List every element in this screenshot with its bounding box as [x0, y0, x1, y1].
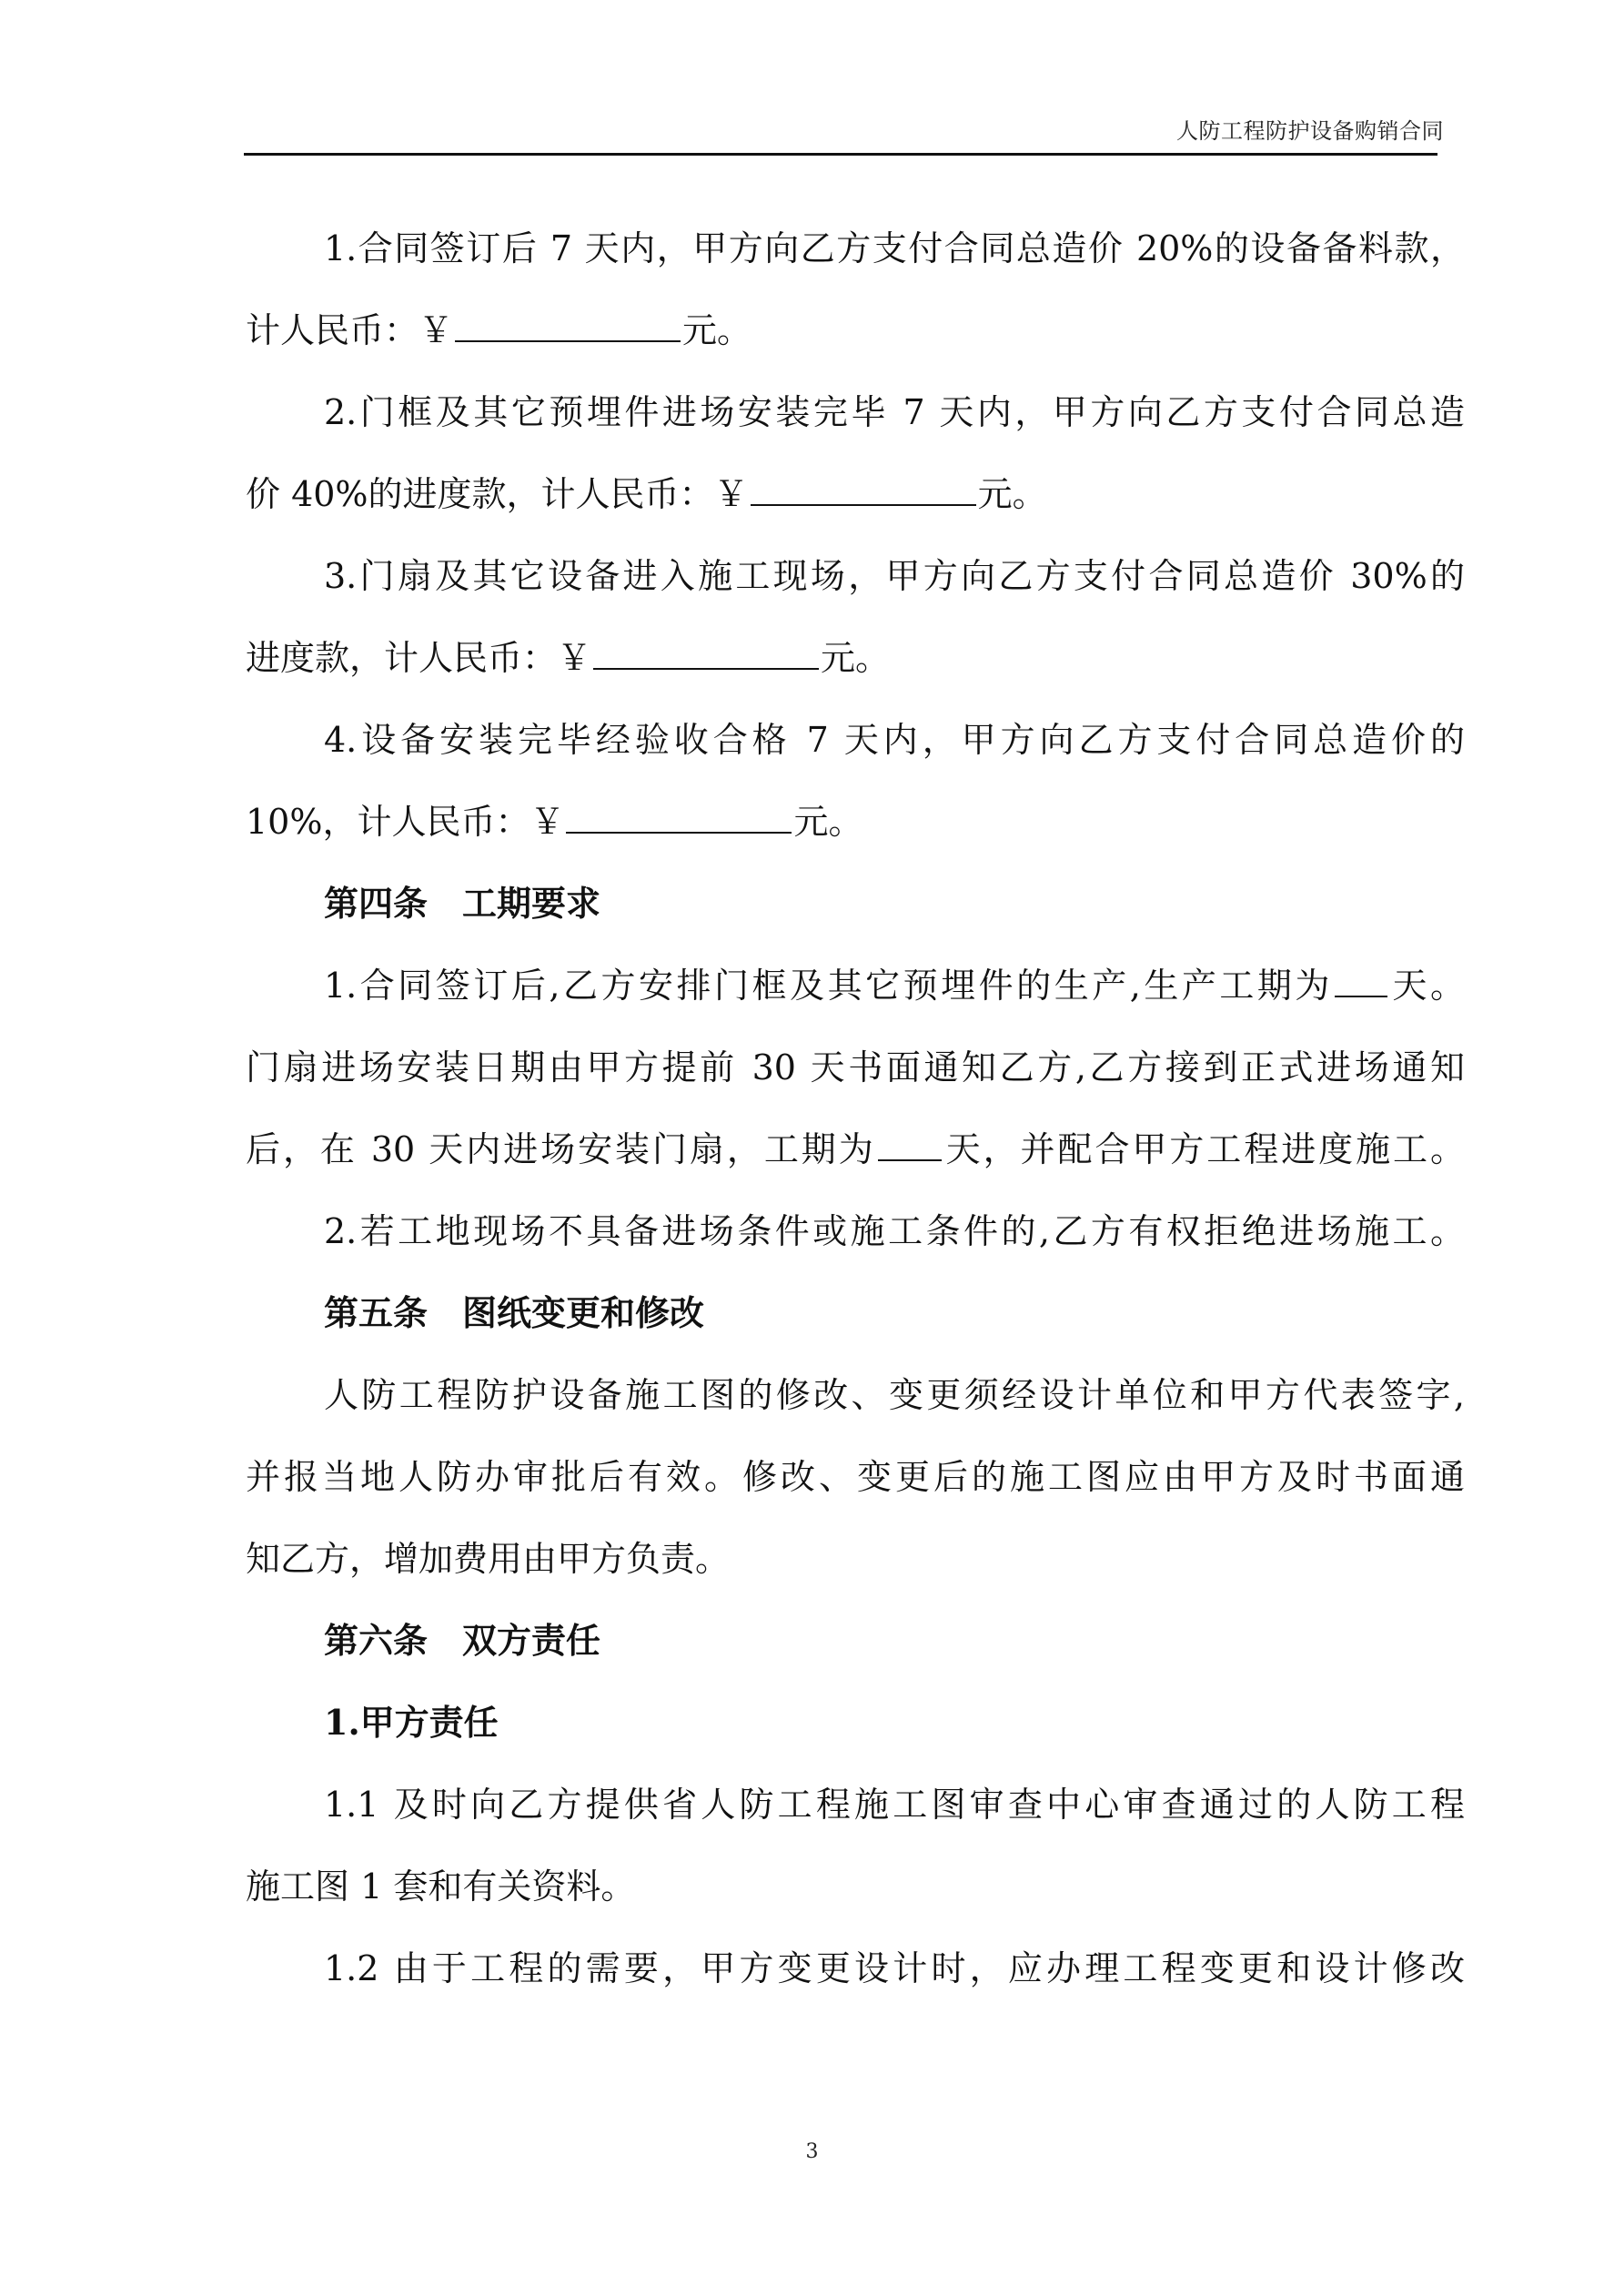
clause-6-item-1-1-line2: 施工图 1 套和有关资料。 — [246, 1866, 636, 1907]
clause-4-item-1-text: 1.合同签订后,乙方安排门框及其它预埋件的生产,生产工期为 — [324, 966, 1333, 1006]
payment-4-amount-blank — [566, 831, 792, 834]
clause-6-item-1-2-line1: 1.2 由于工程的需要，甲方变更设计时，应办理工程变更和设计修改 — [324, 1948, 1465, 1988]
clause-5-line2: 并报当地人防办审批后有效。修改、变更后的施工图应由甲方及时书面通 — [246, 1457, 1465, 1497]
clause-4-heading: 第四条 工期要求 — [324, 883, 601, 924]
document-body — [246, 207, 1465, 2009]
clause-4-item-1-line3-suffix: 天，并配合甲方工程进度施工。 — [943, 1129, 1465, 1169]
payment-4-line1: 4.设备安装完毕经验收合格 7 天内，甲方向乙方支付合同总造价的 — [324, 720, 1465, 760]
yen-icon: ￥ — [419, 310, 454, 350]
clause-6-heading: 第六条 双方责任 — [324, 1620, 601, 1661]
payment-4-prefix: 10%，计人民币： — [246, 802, 530, 842]
clause-4-item-1-line3 — [246, 1108, 1465, 1190]
payment-2-amount-blank — [751, 503, 976, 506]
clause-5-heading: 第五条 图纸变更和修改 — [324, 1292, 705, 1333]
payment-2-suffix: 元。 — [977, 474, 1047, 514]
clause-5-line1: 人防工程防护设备施工图的修改、变更须经设计单位和甲方代表签字, — [324, 1375, 1465, 1415]
payment-1-line1: 1.合同签订后 7 天内，甲方向乙方支付合同总造价 20%的设备备料款， — [324, 228, 1465, 268]
payment-2-prefix: 价 40%的进度款，计人民币： — [246, 474, 714, 514]
payment-1-amount-blank — [455, 339, 681, 342]
clause-4-item-1-suffix: 天。 — [1388, 966, 1465, 1006]
payment-1-line2 — [246, 289, 1465, 371]
clause-4-item-1-line3-text: 后，在 30 天内进场安装门扇，工期为 — [246, 1129, 876, 1169]
payment-4-suffix: 元。 — [793, 802, 863, 842]
payment-2-line2 — [246, 453, 1465, 535]
payment-3-line2 — [246, 617, 1465, 699]
page-number: 3 — [805, 2140, 819, 2163]
payment-4-line2 — [246, 781, 1465, 863]
payment-1-suffix: 元。 — [682, 310, 752, 350]
payment-1-prefix: 计人民币： — [246, 310, 419, 350]
clause-4-item-1-line2: 门扇进场安装日期由甲方提前 30 天书面通知乙方,乙方接到正式进场通知 — [246, 1047, 1465, 1087]
clause-5-line3: 知乙方，增加费用由甲方负责。 — [246, 1539, 731, 1579]
header-divider — [244, 153, 1437, 156]
installation-days-blank — [878, 1158, 942, 1161]
clause-6-item-1-1-line1: 1.1 及时向乙方提供省人防工程施工图审查中心审查通过的人防工程 — [324, 1785, 1465, 1825]
payment-3-suffix: 元。 — [821, 638, 891, 678]
payment-2-line1: 2.门框及其它预埋件进场安装完毕 7 天内，甲方向乙方支付合同总造 — [324, 392, 1465, 432]
clause-6-subheading: 1.甲方责任 — [324, 1702, 499, 1743]
payment-3-amount-blank — [593, 667, 819, 670]
yen-icon: ￥ — [530, 802, 565, 842]
yen-icon: ￥ — [557, 638, 592, 678]
payment-3-prefix: 进度款，计人民币： — [246, 638, 558, 678]
payment-3-line1: 3.门扇及其它设备进入施工现场，甲方向乙方支付合同总造价 30%的 — [324, 556, 1465, 596]
clause-4-item-1-line1 — [246, 945, 1465, 1027]
clause-4-item-2: 2.若工地现场不具备进场条件或施工条件的,乙方有权拒绝进场施工。 — [324, 1211, 1465, 1251]
header-title: 人防工程防护设备购销合同 — [1176, 118, 1444, 144]
production-days-blank — [1335, 995, 1387, 997]
yen-icon: ￥ — [713, 474, 749, 514]
